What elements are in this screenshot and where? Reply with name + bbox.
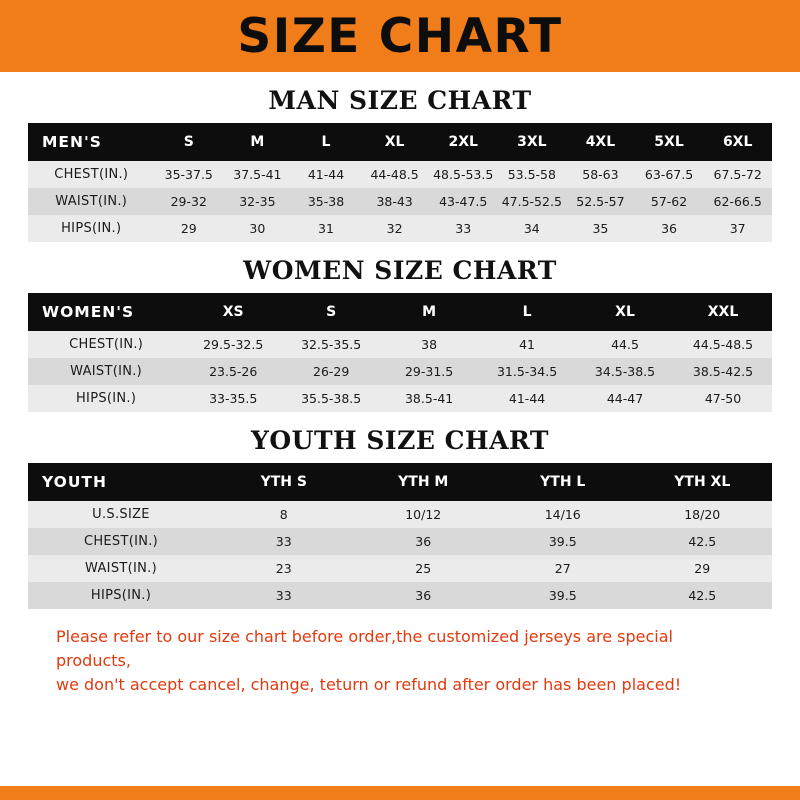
cell: 30 bbox=[223, 215, 292, 242]
cell: 44-47 bbox=[576, 385, 674, 412]
women-header-m: M bbox=[380, 293, 478, 331]
cell: 29-31.5 bbox=[380, 358, 478, 385]
page-title: SIZE CHART bbox=[237, 8, 563, 64]
row-label: U.S.SIZE bbox=[28, 501, 214, 528]
cell: 33 bbox=[214, 582, 354, 609]
row-label: CHEST(IN.) bbox=[28, 161, 154, 188]
table-row bbox=[28, 385, 772, 412]
women-header-xxl: XXL bbox=[674, 293, 772, 331]
row-label: WAIST(IN.) bbox=[28, 555, 214, 582]
cell: 8 bbox=[214, 501, 354, 528]
men-header-6xl: 6XL bbox=[703, 123, 772, 161]
footer-note bbox=[28, 625, 772, 697]
cell: 29-32 bbox=[154, 188, 223, 215]
cell: 52.5-57 bbox=[566, 188, 635, 215]
youth-size-table bbox=[28, 463, 772, 609]
table-row bbox=[28, 582, 772, 609]
cell: 23 bbox=[214, 555, 354, 582]
cell: 36 bbox=[354, 528, 494, 555]
cell: 26-29 bbox=[282, 358, 380, 385]
cell: 39.5 bbox=[493, 528, 633, 555]
men-header-4xl: 4XL bbox=[566, 123, 635, 161]
cell: 33 bbox=[429, 215, 498, 242]
cell: 63-67.5 bbox=[635, 161, 704, 188]
youth-header-s: YTH S bbox=[214, 463, 354, 501]
cell: 35-37.5 bbox=[154, 161, 223, 188]
cell: 29 bbox=[633, 555, 773, 582]
youth-header-label: YOUTH bbox=[28, 463, 214, 501]
men-header-2xl: 2XL bbox=[429, 123, 498, 161]
cell: 27 bbox=[493, 555, 633, 582]
table-row bbox=[28, 161, 772, 188]
table-header-row bbox=[28, 123, 772, 161]
footer-note-line-2: we don't accept cancel, change, teturn or refund after order has been placed! bbox=[56, 675, 682, 694]
row-label: HIPS(IN.) bbox=[28, 385, 184, 412]
women-size-table bbox=[28, 293, 772, 412]
women-table-head bbox=[28, 293, 772, 331]
footer-accent-bar bbox=[0, 786, 800, 800]
cell: 38.5-41 bbox=[380, 385, 478, 412]
cell: 32.5-35.5 bbox=[282, 331, 380, 358]
row-label: WAIST(IN.) bbox=[28, 358, 184, 385]
youth-table-head bbox=[28, 463, 772, 501]
cell: 41-44 bbox=[478, 385, 576, 412]
row-label: CHEST(IN.) bbox=[28, 528, 214, 555]
cell: 35.5-38.5 bbox=[282, 385, 380, 412]
cell: 53.5-58 bbox=[498, 161, 567, 188]
youth-header-m: YTH M bbox=[354, 463, 494, 501]
cell: 41 bbox=[478, 331, 576, 358]
cell: 41-44 bbox=[292, 161, 361, 188]
table-row bbox=[28, 555, 772, 582]
cell: 29.5-32.5 bbox=[184, 331, 282, 358]
row-label: CHEST(IN.) bbox=[28, 331, 184, 358]
women-table-body bbox=[28, 331, 772, 412]
row-label: HIPS(IN.) bbox=[28, 215, 154, 242]
row-label: HIPS(IN.) bbox=[28, 582, 214, 609]
men-header-3xl: 3XL bbox=[498, 123, 567, 161]
cell: 31 bbox=[292, 215, 361, 242]
youth-table-body bbox=[28, 501, 772, 609]
header-banner bbox=[0, 0, 800, 72]
youth-header-xl: YTH XL bbox=[633, 463, 773, 501]
men-table-head bbox=[28, 123, 772, 161]
cell: 47-50 bbox=[674, 385, 772, 412]
cell: 33-35.5 bbox=[184, 385, 282, 412]
cell: 37.5-41 bbox=[223, 161, 292, 188]
cell: 32 bbox=[360, 215, 429, 242]
men-header-l: L bbox=[292, 123, 361, 161]
table-row bbox=[28, 188, 772, 215]
cell: 31.5-34.5 bbox=[478, 358, 576, 385]
men-size-table bbox=[28, 123, 772, 242]
table-header-row bbox=[28, 463, 772, 501]
women-header-s: S bbox=[282, 293, 380, 331]
cell: 36 bbox=[635, 215, 704, 242]
women-header-label: WOMEN'S bbox=[28, 293, 184, 331]
cell: 47.5-52.5 bbox=[498, 188, 567, 215]
table-row bbox=[28, 358, 772, 385]
cell: 18/20 bbox=[633, 501, 773, 528]
table-row bbox=[28, 528, 772, 555]
women-header-xl: XL bbox=[576, 293, 674, 331]
cell: 57-62 bbox=[635, 188, 704, 215]
cell: 29 bbox=[154, 215, 223, 242]
cell: 38 bbox=[380, 331, 478, 358]
cell: 37 bbox=[703, 215, 772, 242]
cell: 42.5 bbox=[633, 528, 773, 555]
cell: 67.5-72 bbox=[703, 161, 772, 188]
chart-content bbox=[0, 86, 800, 697]
row-label: WAIST(IN.) bbox=[28, 188, 154, 215]
table-row bbox=[28, 331, 772, 358]
men-header-s: S bbox=[154, 123, 223, 161]
cell: 14/16 bbox=[493, 501, 633, 528]
men-header-m: M bbox=[223, 123, 292, 161]
cell: 62-66.5 bbox=[703, 188, 772, 215]
cell: 38-43 bbox=[360, 188, 429, 215]
cell: 36 bbox=[354, 582, 494, 609]
cell: 10/12 bbox=[354, 501, 494, 528]
women-header-xs: XS bbox=[184, 293, 282, 331]
cell: 44.5-48.5 bbox=[674, 331, 772, 358]
cell: 25 bbox=[354, 555, 494, 582]
cell: 44-48.5 bbox=[360, 161, 429, 188]
cell: 39.5 bbox=[493, 582, 633, 609]
men-section-title: MAN SIZE CHART bbox=[268, 86, 532, 115]
cell: 35-38 bbox=[292, 188, 361, 215]
cell: 38.5-42.5 bbox=[674, 358, 772, 385]
cell: 23.5-26 bbox=[184, 358, 282, 385]
table-row bbox=[28, 501, 772, 528]
men-header-5xl: 5XL bbox=[635, 123, 704, 161]
table-header-row bbox=[28, 293, 772, 331]
cell: 35 bbox=[566, 215, 635, 242]
cell: 34.5-38.5 bbox=[576, 358, 674, 385]
cell: 43-47.5 bbox=[429, 188, 498, 215]
cell: 34 bbox=[498, 215, 567, 242]
youth-section-title: YOUTH SIZE CHART bbox=[251, 426, 549, 455]
women-header-l: L bbox=[478, 293, 576, 331]
women-section-title: WOMEN SIZE CHART bbox=[243, 256, 557, 285]
youth-header-l: YTH L bbox=[493, 463, 633, 501]
footer-note-line-1: Please refer to our size chart before order,the customized jerseys are special products, bbox=[56, 627, 673, 670]
men-table-body bbox=[28, 161, 772, 242]
cell: 32-35 bbox=[223, 188, 292, 215]
cell: 42.5 bbox=[633, 582, 773, 609]
cell: 33 bbox=[214, 528, 354, 555]
cell: 44.5 bbox=[576, 331, 674, 358]
cell: 58-63 bbox=[566, 161, 635, 188]
cell: 48.5-53.5 bbox=[429, 161, 498, 188]
table-row bbox=[28, 215, 772, 242]
men-header-xl: XL bbox=[360, 123, 429, 161]
men-header-label: MEN'S bbox=[28, 123, 154, 161]
